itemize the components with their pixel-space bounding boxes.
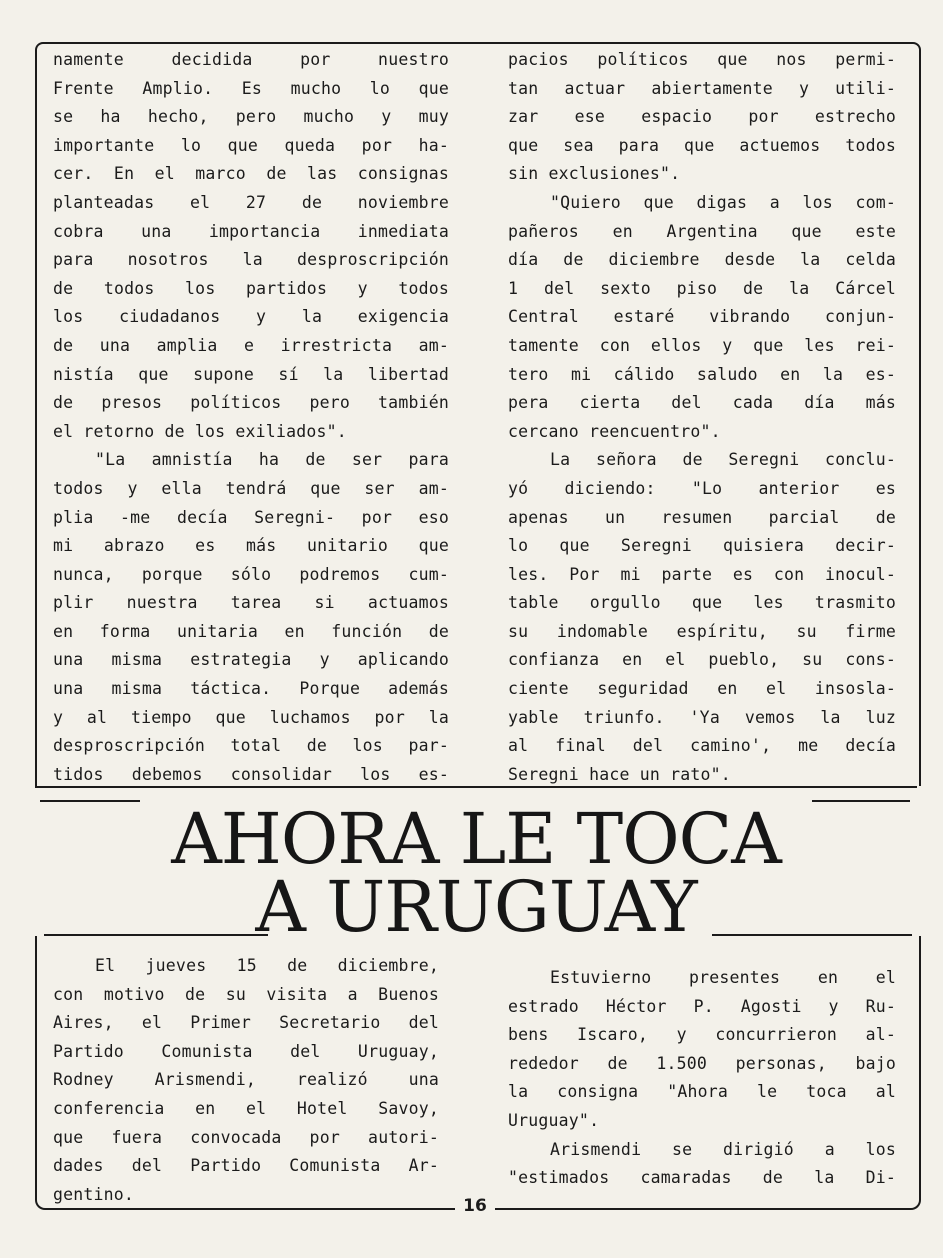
headline-rule-bottom-right [712,934,912,936]
text-line: Uruguay". [508,1110,600,1130]
text-line: rededor de 1.500 personas, bajo [508,1053,896,1073]
text-line: namente decidida por nuestro [53,50,449,69]
text-line: los ciudadanos y la exigencia [53,307,449,327]
text-line: el retorno de los exiliados". [53,421,347,441]
text-line: tamente con ellos y que les rei- [508,335,896,355]
text-line: Central estaré vibrando conjun- [508,307,896,327]
text-line: tidos debemos consolidar los es- [53,764,449,784]
text-line: les. Por mi parte es con inocul- [508,564,896,584]
text-line: de presos políticos pero también [53,393,449,413]
text-line: tan actuar abiertamente y utili- [508,78,896,98]
page-number: 16 [455,1196,495,1216]
text-line: que fuera convocada por autori- [53,1127,439,1147]
text-line: mi abrazo es más unitario que [53,536,449,556]
text-line: dades del Partido Comunista Ar- [53,1156,439,1176]
text-line: cer. En el marco de las consignas [53,164,449,184]
headline-rule-left [40,800,140,802]
text-column-4 [508,964,896,1193]
text-line: pacios políticos que nos permi- [508,50,896,69]
text-line: 1 del sexto piso de la Cárcel [508,278,896,298]
text-line: se ha hecho, pero mucho y muy [53,107,449,127]
text-line: lo que Seregni quisiera decir- [508,536,896,556]
text-line: cercano reencuentro". [508,421,721,441]
text-line: de una amplia e irrestricta am- [53,335,449,355]
text-line: la consigna "Ahora le toca al [508,1082,896,1102]
text-line: yó diciendo: "Lo anterior es [508,478,896,498]
text-line: "La amnistía ha de ser para [95,450,449,470]
text-line: El jueves 15 de diciembre, [95,956,439,975]
text-column-1 [53,46,449,789]
text-line: apenas un resumen parcial de [508,507,896,527]
text-line: pañeros en Argentina que este [508,221,896,241]
text-line: y al tiempo que luchamos por la [53,707,449,727]
text-line: Arismendi se dirigió a los [550,1139,896,1159]
text-line: "estimados camaradas de la Di- [508,1168,896,1188]
text-line: para nosotros la desproscripción [53,250,449,270]
text-line: de todos los partidos y todos [53,278,449,298]
text-line: desproscripción total de los par- [53,736,449,756]
text-line: cobra una importancia inmediata [53,221,449,241]
text-line: table orgullo que les trasmito [508,593,896,613]
text-line: Estuvierno presentes en el [550,968,896,987]
text-line: gentino. [53,1184,135,1204]
text-line: una misma táctica. Porque además [53,679,449,699]
text-line: pera cierta del cada día más [508,393,896,413]
text-line: sin exclusiones". [508,164,681,184]
text-line: La señora de Seregni conclu- [550,450,896,470]
text-line: día de diciembre desde la celda [508,250,896,270]
text-line: plia -me decía Seregni- por eso [53,507,449,527]
text-line: Frente Amplio. Es mucho lo que [53,78,449,98]
text-line: confianza en el pueblo, su cons- [508,650,896,670]
text-line: una misma estrategia y aplicando [53,650,449,670]
headline-rule-bottom-left [44,934,268,936]
headline-rule-top [35,786,917,788]
headline-line-2: A URUGUAY [255,866,697,948]
text-line: importante lo que queda por ha- [53,135,449,155]
text-column-3 [53,952,439,1209]
text-column-2 [508,46,896,789]
text-line: al final del camino', me decía [508,736,896,756]
text-line: Partido Comunista del Uruguay, [53,1041,439,1061]
text-line: su indomable espíritu, su firme [508,621,896,641]
headline-rule-right [812,800,910,802]
text-line: tero mi cálido saludo en la es- [508,364,896,384]
headline-line-1: AHORA LE TOCA [171,798,781,880]
text-line: Seregni hace un rato". [508,764,731,784]
text-line: yable triunfo. 'Ya vemos la luz [508,707,896,727]
text-line: bens Iscaro, y concurrieron al- [508,1025,896,1045]
text-line: que sea para que actuemos todos [508,135,896,155]
text-line: "Quiero que digas a los com- [550,192,896,212]
text-line: planteadas el 27 de noviembre [53,192,449,212]
text-line: ciente seguridad en el insosla- [508,679,896,699]
text-line: nistía que supone sí la libertad [53,364,449,384]
text-line: plir nuestra tarea si actuamos [53,593,449,613]
text-line: nunca, porque sólo podremos cum- [53,564,449,584]
text-line: todos y ella tendrá que ser am- [53,478,449,498]
text-line: estrado Héctor P. Agosti y Ru- [508,996,896,1016]
text-line: con motivo de su visita a Buenos [53,984,439,1004]
text-line: Rodney Arismendi, realizó una [53,1070,439,1090]
text-line: Aires, el Primer Secretario del [53,1013,439,1033]
text-line: conferencia en el Hotel Savoy, [53,1098,439,1118]
text-line: en forma unitaria en función de [53,621,449,641]
text-line: zar ese espacio por estrecho [508,107,896,127]
